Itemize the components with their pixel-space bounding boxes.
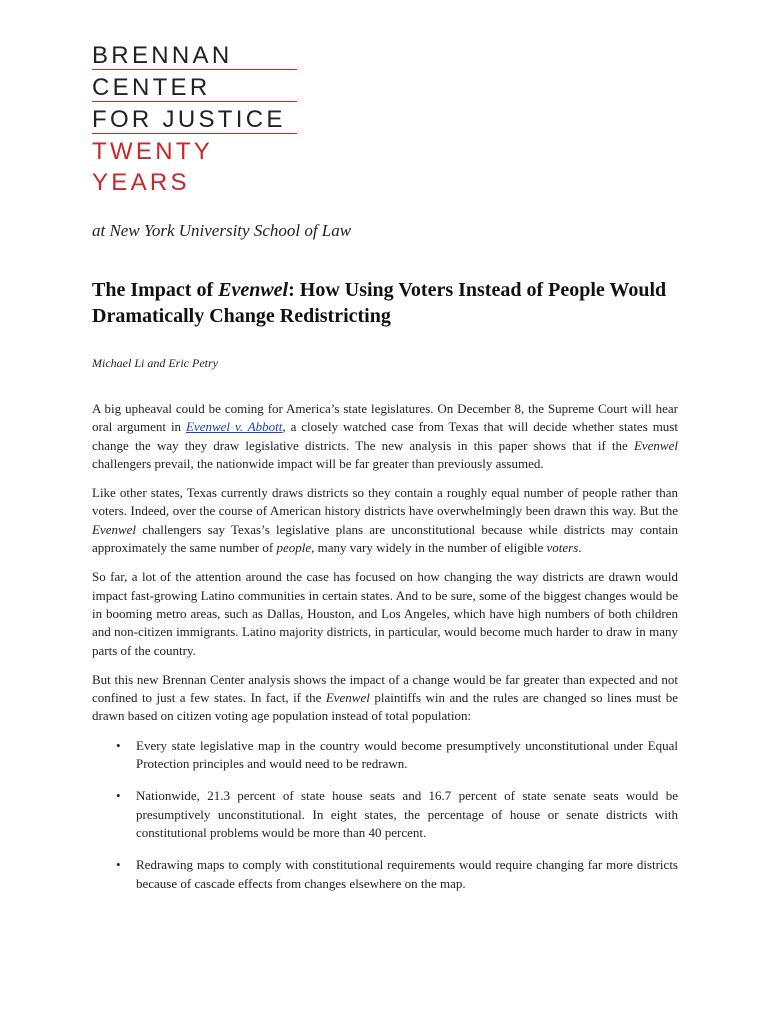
logo-line-brennan: BRENNAN bbox=[92, 38, 297, 70]
p2-text-b: challengers say Texas’s legislative plans are unconstitutional because while districts may contain approximately the same number of bbox=[92, 521, 678, 556]
p2-text-d: . bbox=[578, 540, 582, 556]
document-body bbox=[92, 400, 678, 907]
p2-text-c: , many vary widely in the number of eligible bbox=[311, 540, 547, 556]
authors: Michael Li and Eric Petry bbox=[92, 356, 218, 370]
logo-subtitle: at New York University School of Law bbox=[92, 221, 352, 240]
paragraph-4 bbox=[92, 671, 678, 726]
p4-text-b: plaintiffs win and the rules are changed so lines must be drawn based on citizen voting age population instead of total population: bbox=[92, 690, 678, 724]
p2-em-evenwel: Evenwel bbox=[92, 521, 137, 537]
paragraph-3: So far, a lot of the attention around the case has focused on how changing the way districts are drawn would impact fast-growing Latino communities in certain states. And to be sure, some of the biggest changes would be in booming metro areas, such as Dallas, Houston, and Los Angeles, which have high numbers of both children and non-citizen immigrants. Latino majority districts, in particular, would become much harder to draw in many parts of the country. bbox=[92, 569, 678, 658]
list-item bbox=[92, 787, 678, 842]
p4-em-evenwel: Evenwel bbox=[325, 690, 370, 706]
bullet-icon: • bbox=[116, 788, 121, 804]
logo-line-years: YEARS bbox=[92, 169, 190, 196]
p1-em-evenwel: Evenwel bbox=[633, 437, 678, 453]
p1-text-a: A big upheaval could be coming for America’s state legislatures. On December 8, the Supreme Court will hear oral argument in bbox=[92, 401, 678, 435]
title-suffix: : How Using Voters Instead of People Would Dramatically Change Redistricting bbox=[92, 279, 667, 327]
p2-em-people: people bbox=[276, 540, 312, 556]
paragraph-1 bbox=[92, 400, 678, 473]
paragraph-2 bbox=[92, 484, 678, 557]
case-link-evenwel-v-abbott[interactable]: Evenwel v. Abbott bbox=[186, 419, 283, 435]
p2-text-a: Like other states, Texas currently draws districts so they contain a roughly equal number of people rather than voters. Indeed, over the course of American history districts have overwhelmingly been drawn this way. But the bbox=[92, 485, 678, 519]
bullet-text: Nationwide, 21.3 percent of state house seats and 16.7 percent of state senate seats would be presumptively unconstitutional. In eight states, the percentage of house or senate districts with constitutional problems would be more than 40 percent. bbox=[136, 788, 678, 840]
p1-text-b: , a closely watched case from Texas that will decide whether states must change the way they draw legislative districts. The new analysis in this paper shows that if the bbox=[92, 419, 678, 453]
findings-list bbox=[92, 737, 678, 893]
bullet-icon: • bbox=[116, 737, 121, 753]
title-prefix: The Impact of bbox=[92, 279, 219, 301]
p1-text-c: challengers prevail, the nationwide impact will be far greater than previously assumed. bbox=[92, 455, 544, 471]
logo-line-twenty: TWENTY bbox=[92, 138, 214, 165]
logo-line-center: CENTER bbox=[92, 70, 297, 102]
brennan-center-logo bbox=[92, 38, 297, 196]
list-item bbox=[92, 737, 678, 774]
list-item bbox=[92, 856, 678, 893]
logo-line-for-justice: FOR JUSTICE bbox=[92, 102, 297, 134]
bullet-icon: • bbox=[116, 857, 121, 873]
bullet-text: Redrawing maps to comply with constitutional requirements would require changing far more districts because of cascade effects from changes elsewhere on the map. bbox=[136, 857, 678, 891]
p2-em-voters: voters bbox=[546, 540, 579, 556]
document-title bbox=[92, 277, 692, 329]
bullet-text: Every state legislative map in the country would become presumptively unconstitutional under Equal Protection principles and would need to be redrawn. bbox=[136, 737, 678, 772]
title-italic-evenwel: Evenwel bbox=[218, 279, 289, 301]
p4-text-a: But this new Brennan Center analysis shows the impact of a change would be far greater than expected and not confined to just a few states. In fact, if the bbox=[92, 671, 678, 706]
